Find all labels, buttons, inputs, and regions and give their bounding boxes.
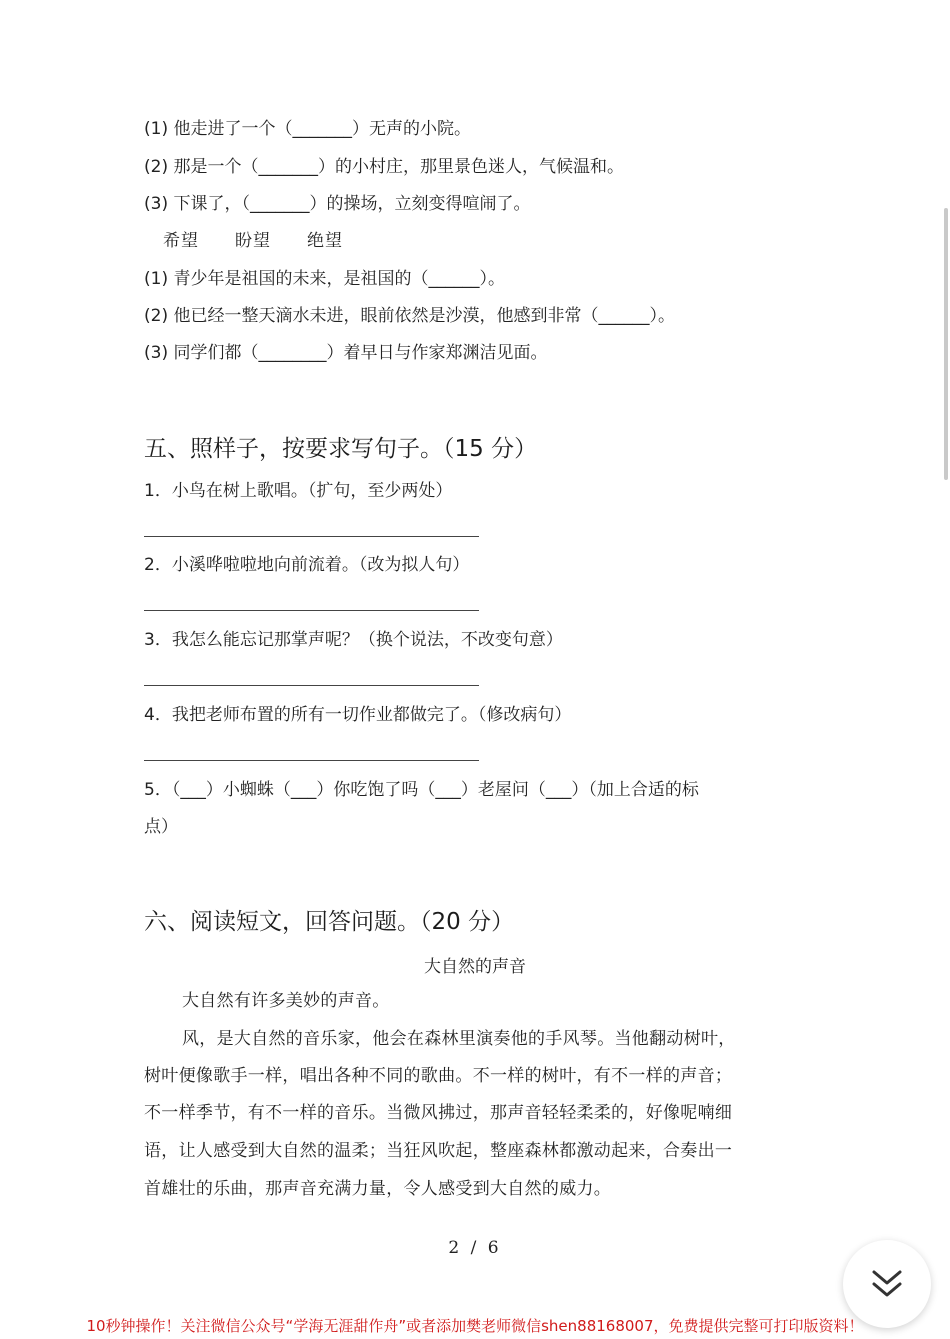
scrollbar-thumb[interactable] [944, 208, 948, 480]
exercise-item: 2．小溪哗啦啦地向前流着。（改为拟人句） [144, 555, 470, 575]
promo-footer: 10秒钟操作！关注微信公众号“学海无涯甜作舟”或者添加樊老师微信shen88168007，免费提供完整可打印版资料！ [86, 1317, 864, 1335]
answer-line [144, 536, 479, 537]
fill-blank-sentence: (1) 青少年是祖国的未来，是祖国的（______）。 [144, 269, 505, 289]
story-paragraph: 风，是大自然的音乐家，他会在森林里演奏他的手风琴。当他翻动树叶， [182, 1029, 736, 1049]
story-paragraph: 树叶便像歌手一样，唱出各种不同的歌曲。不一样的树叶，有不一样的声音； [144, 1066, 733, 1086]
story-title: 大自然的声音 [424, 957, 526, 977]
fill-blank-sentence: (3) 同学们都（________）着早日与作家郑渊洁见面。 [144, 343, 548, 363]
exercise-item-continuation: 点） [144, 817, 178, 837]
answer-line [144, 685, 479, 686]
story-paragraph: 语，让人感受到大自然的温柔；当狂风吹起，整座森林都激动起来，合奏出一 [144, 1141, 733, 1161]
section-heading-6: 六、阅读短文，回答问题。（20 分） [144, 909, 515, 935]
page-number: 2 / 6 [448, 1238, 502, 1258]
fill-blank-sentence: (1) 他走进了一个（_______）无声的小院。 [144, 119, 471, 139]
story-paragraph: 不一样季节，有不一样的音乐。当微风拂过，那声音轻轻柔柔的，好像呢喃细 [144, 1103, 733, 1123]
word-bank: 希望 盼望 绝望 [163, 231, 343, 251]
exercise-item: 4．我把老师布置的所有一切作业都做完了。（修改病句） [144, 705, 572, 725]
exercise-item: 1．小鸟在树上歌唱。（扩句，至少两处） [144, 481, 453, 501]
exercise-item: 5．（___）小蜘蛛（___）你吃饱了吗（___）老屋问（___）（加上合适的标 [144, 780, 699, 800]
fill-blank-sentence: (2) 那是一个（_______）的小村庄，那里景色迷人，气候温和。 [144, 157, 624, 177]
answer-line [144, 760, 479, 761]
fill-blank-sentence: (2) 他已经一整天滴水未进，眼前依然是沙漠，他感到非常（______）。 [144, 306, 675, 326]
answer-line [144, 610, 479, 611]
fill-blank-sentence: (3) 下课了，（_______）的操场，立刻变得喧闹了。 [144, 194, 531, 214]
story-paragraph: 大自然有许多美妙的声音。 [182, 991, 390, 1011]
exercise-item: 3．我怎么能忘记那掌声呢？（换个说法，不改变句意） [144, 630, 563, 650]
double-chevron-down-icon [870, 1269, 904, 1299]
story-paragraph: 首雄壮的乐曲，那声音充满力量，令人感受到大自然的威力。 [144, 1179, 612, 1199]
section-heading-5: 五、照样子，按要求写句子。（15 分） [144, 436, 538, 462]
